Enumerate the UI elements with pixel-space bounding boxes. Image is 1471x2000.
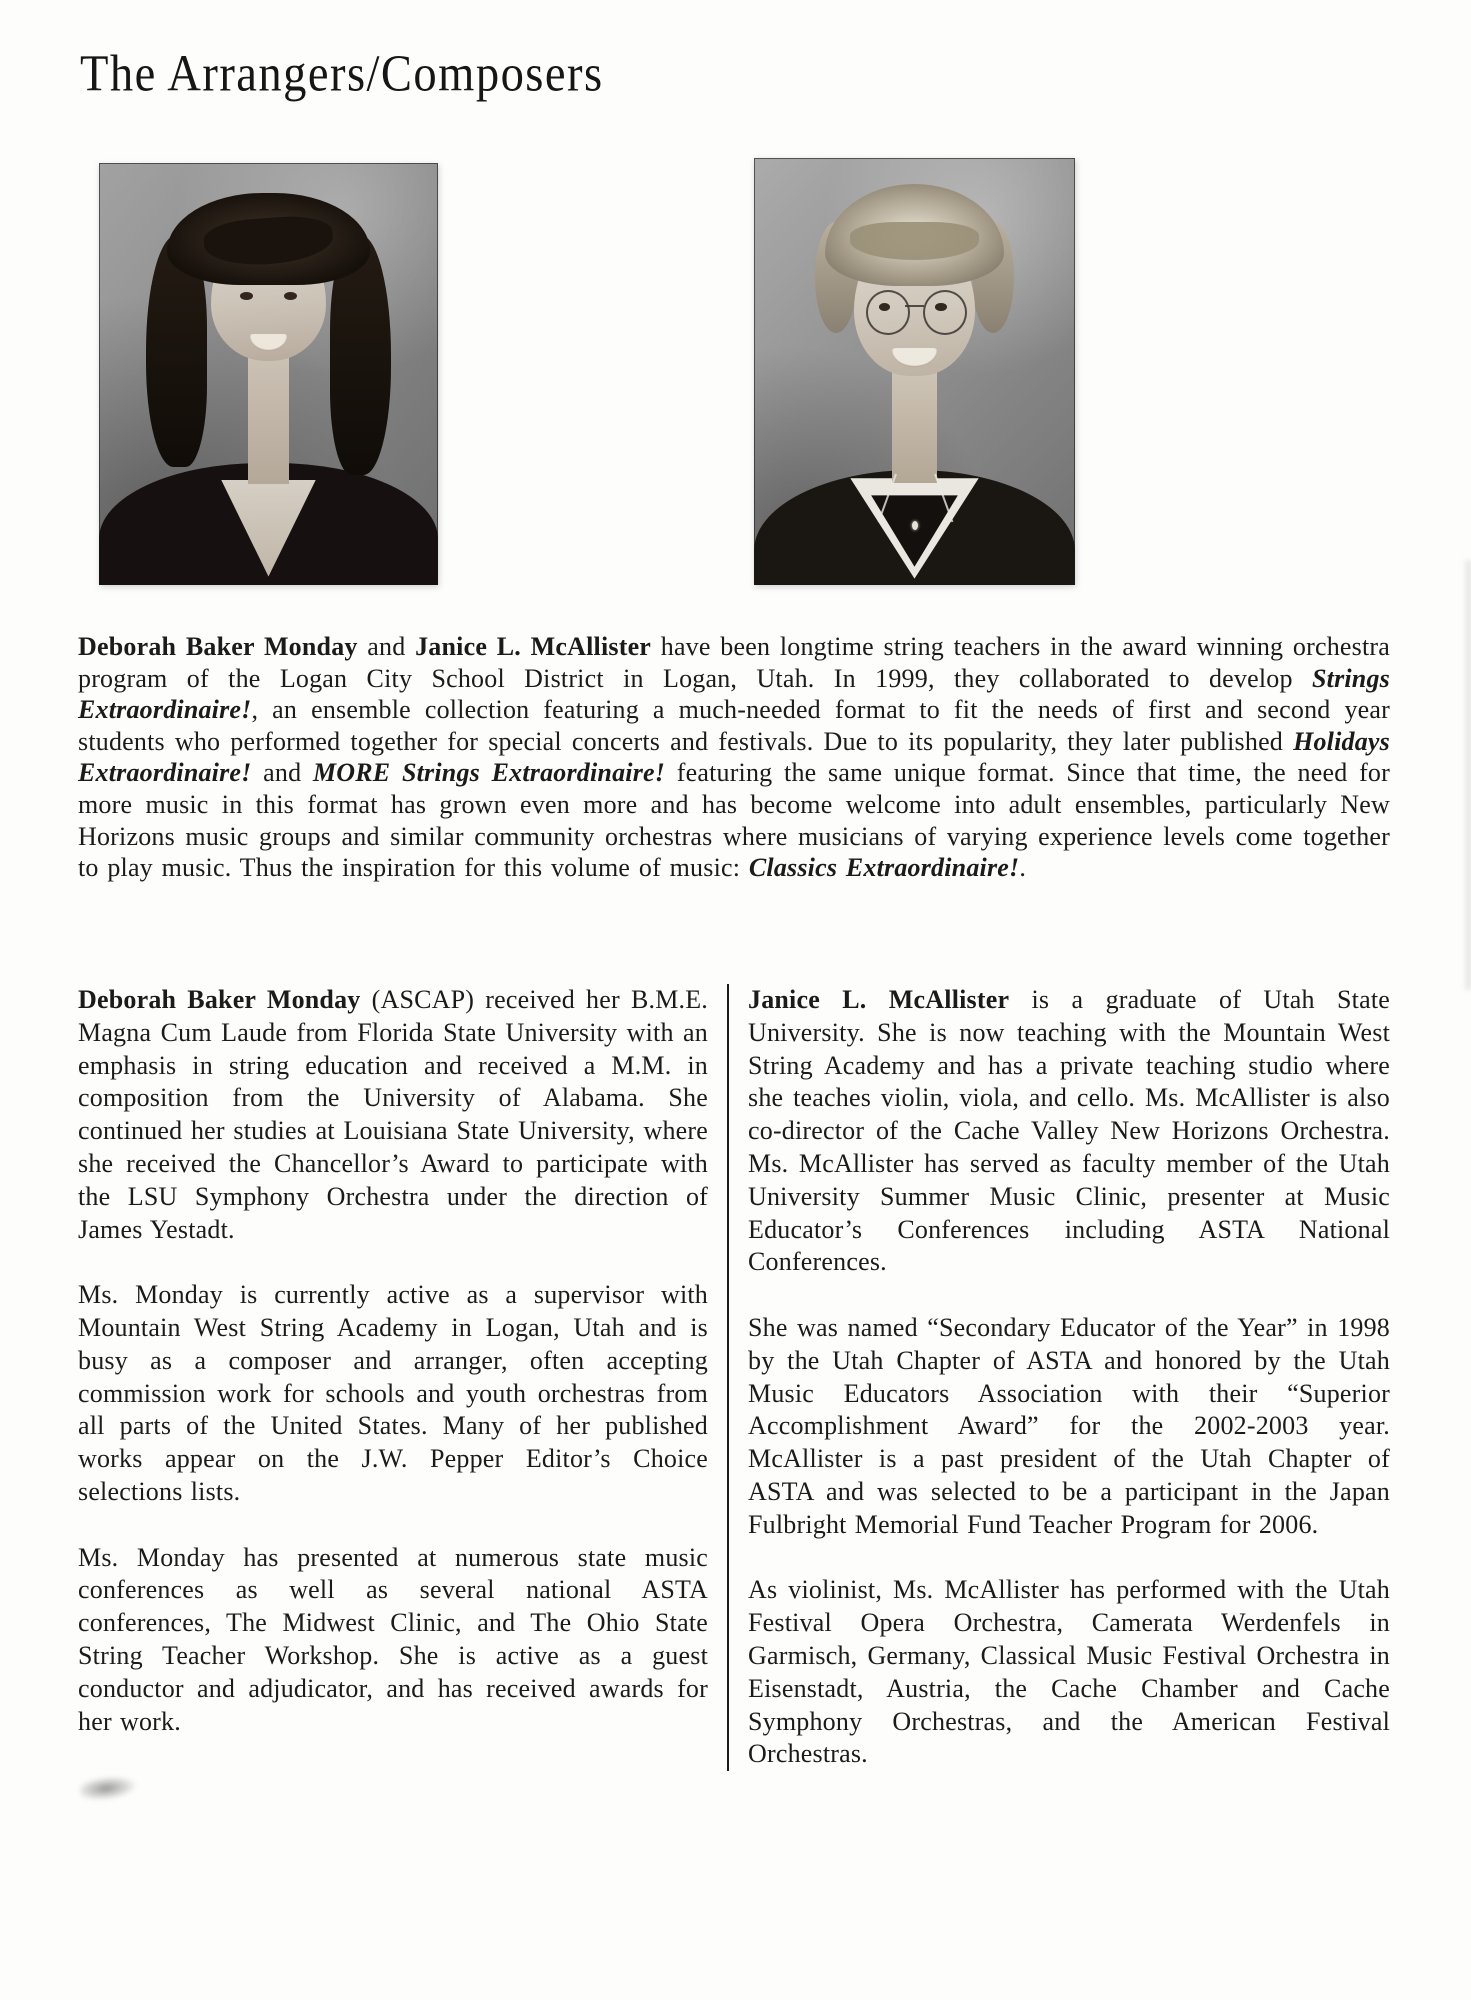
bio-paragraph: Deborah Baker Monday (ASCAP) received her B.M.E. Magna Cum Laude from Florida State University with an emphasis in string education and received a M.M. in composition from the University of Alabama. She continued her studies at Louisiana State University, where she received the Chancellor’s Award to participate with the LSU Symphony Orchestra under the direction of James Yestadt. [78, 985, 708, 1244]
scan-smudge [79, 1773, 139, 1803]
scan-edge-shadow [1462, 560, 1471, 990]
portrait-eye-right [935, 303, 946, 311]
portrait-photo-janice-mcallister [754, 158, 1075, 585]
portrait-photo-deborah-monday [99, 163, 438, 585]
bio-paragraph: Ms. Monday has presented at numerous state music conferences as well as several national ASTA conferences, The Midwest Clinic, and The Ohio State String Teacher Workshop. She is active as a guest conductor and adjudicator, and has received awards for her work. [78, 1542, 708, 1736]
portrait-neck [248, 349, 289, 484]
intro-paragraph: Deborah Baker Monday and Janice L. McAllister have been longtime string teachers in the award winning orchestra program of the Logan City School District in Logan, Utah. In 1999, they collaborated to develop Strings Extraordinaire!, an ensemble collection featuring a much-needed format to fit the needs of first and second year students who performed together for special concerts and festivals. Due to its popularity, they later published Holidays Extraordinaire! and MORE Strings Extraordinaire! featuring the same unique format. Since that time, the need for more music in this format has grown even more and has become welcome into adult ensembles, particularly New Horizons music groups and similar community orchestras where musicians of varying experience levels come together to play music. Thus the inspiration for this volume of music: Classics Extraordinaire!. [78, 632, 1391, 883]
bio-column-janice-mcallister [748, 984, 1390, 1771]
bio-columns [78, 984, 1390, 1771]
bio-paragraph: Ms. Monday is currently active as a supervisor with Mountain West String Academy in Logan, Utah and is busy as a composer and arranger, often accepting commission work for schools and youth orchestras from all parts of the United States. Many of her published works appear on the J.W. Pepper Editor’s Choice selections lists. [78, 1280, 708, 1506]
glasses-bridge [905, 305, 924, 307]
portrait-neck [892, 367, 937, 482]
bio-paragraph: She was named “Secondary Educator of the Year” in 1998 by the Utah Chapter of ASTA and honored by the Utah Music Educators Association with their “Superior Accomplishment Award” for the 2002-2003 year. McAllister is a past president of the Utah Chapter of ASTA and was selected to be a participant in the Japan Fulbright Memorial Fund Teacher Program for 2006. [748, 1312, 1390, 1539]
page-title: The Arrangers/Composers [80, 45, 604, 103]
bio-column-deborah-monday [78, 984, 708, 1771]
bio-paragraph: Janice L. McAllister is a graduate of Utah State University. She is now teaching with the Mountain West String Academy and has a private teaching studio where she teaches violin, viola, and cello. Ms. McAllister is also co-director of the Cache Valley New Horizons Orchestra. Ms. McAllister has served as faculty member of the Utah University Summer Music Clinic, presenter at Music Educator’s Conferences including ASTA National Conferences. [748, 985, 1390, 1277]
column-divider-rule [727, 984, 729, 1771]
glasses-right-lens [923, 290, 967, 335]
bio-paragraph: As violinist, Ms. McAllister has performed with the Utah Festival Opera Orchestra, Camerata Werdenfels in Garmisch, Germany, Classical Music Festival Orchestra in Eisenstadt, Austria, the Cache Chamber and Cache Symphony Orchestras, and the American Festival Orchestras. [748, 1575, 1390, 1769]
